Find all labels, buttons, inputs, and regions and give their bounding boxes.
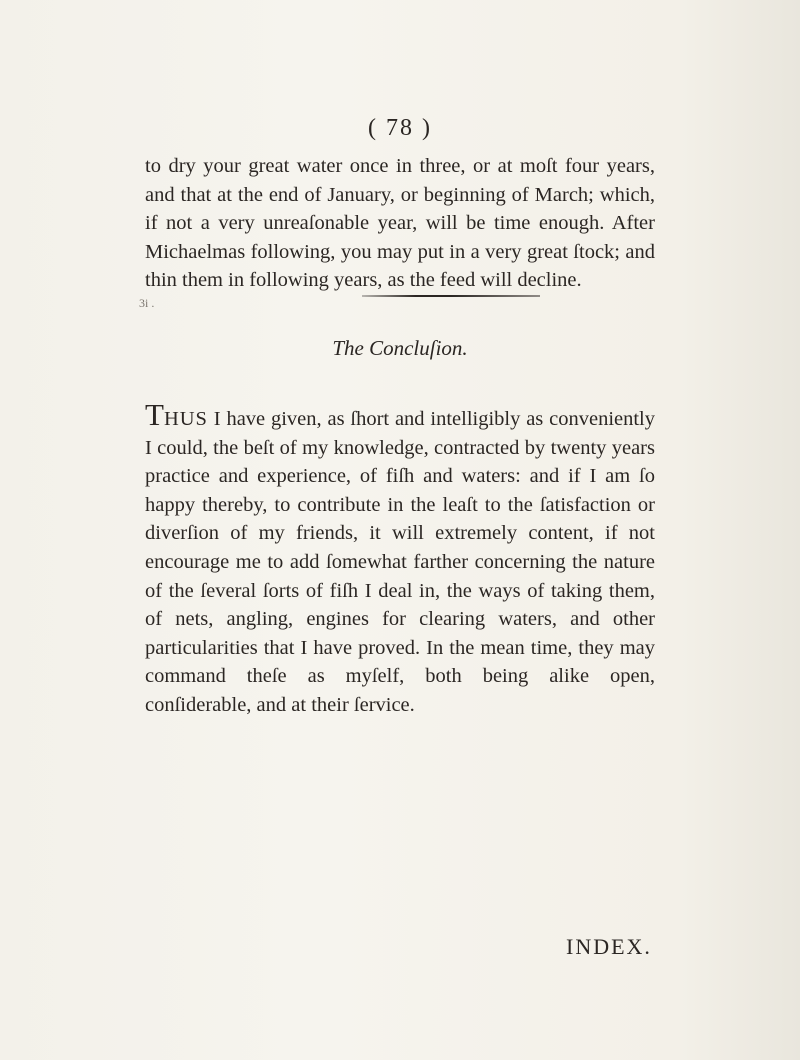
section-heading: The Concluſion. [332, 336, 468, 360]
drop-capital: T [145, 397, 164, 432]
small-caps-opening: HUS [163, 408, 208, 430]
page-number: ( 78 ) [368, 115, 432, 141]
section-divider-rule [362, 295, 540, 297]
paragraph-continued: to dry your great water once in three, or at moſt four years, and that at the end of January, or beginning of March; which, if not a very unreaſonable year, will be time enough. After Michaelmas following, you may put in a very great ſtock; and thin them in following years, as the feed will decline. [145, 155, 655, 292]
stray-mark: 3i . [139, 296, 155, 310]
paragraph-body: I have given, as ſhort and intelligibly as conveniently I could, the beſt of my knowledge, contracted by twenty years practice and experience, of fiſh and waters: and if I am ſo happy thereby, to contribute in the leaſt to the ſatisfaction or diverſion of my friends, it will extremely content, if not encourage me to add ſomewhat farther concerning the nature of the ſeveral ſorts of fiſh I deal in, the ways of taking them, of nets, angling, engines for clearing waters, and other particularities that I have proved. In the mean time, they may command theſe as myſelf, both being alike open, conſiderable, and at their ſervice. [145, 408, 655, 716]
paragraph-conclusion [145, 397, 655, 720]
catchword: INDEX. [566, 934, 652, 959]
